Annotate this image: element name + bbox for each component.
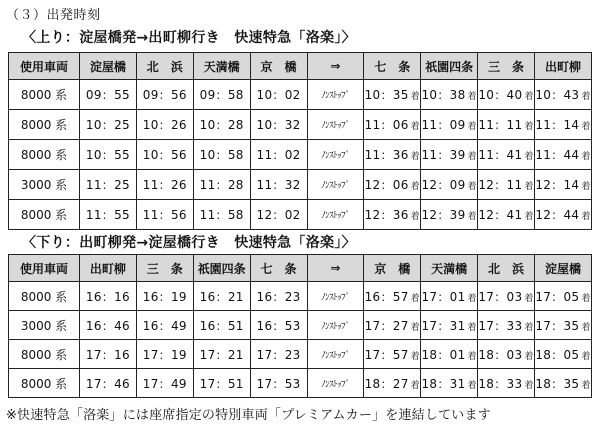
time-value: 17：35 <box>535 318 580 333</box>
nonstop-label: ﾉﾝｽﾄｯﾌﾟ <box>321 292 350 303</box>
time-value: 12：36 <box>364 208 409 222</box>
time-value: 12：14 <box>535 178 580 192</box>
time-cell <box>364 140 421 170</box>
car-type-header: 使用車両 <box>9 255 80 282</box>
nonstop-cell <box>307 200 364 230</box>
time-cell <box>193 80 250 110</box>
time-cell <box>535 170 592 200</box>
arrival-mark: 着 <box>467 92 477 102</box>
arrival-mark: 着 <box>524 322 534 333</box>
time-value: 10：26 <box>142 118 187 132</box>
car-type-value: 8000 系 <box>20 88 68 102</box>
time-cell <box>421 369 478 398</box>
car-type-value: 8000 系 <box>20 376 68 391</box>
time-cell <box>250 311 307 340</box>
nonstop-label: ﾉﾝｽﾄｯﾌﾟ <box>321 350 350 361</box>
time-cell <box>421 282 478 311</box>
car-type-cell <box>9 311 80 340</box>
time-value: 18：27 <box>364 376 409 391</box>
arrival-mark: 着 <box>581 122 591 132</box>
time-cell <box>421 170 478 200</box>
time-cell <box>364 110 421 140</box>
car-type-header: 使用車両 <box>9 53 80 80</box>
nonstop-label: ﾉﾝｽﾄｯﾌﾟ <box>321 151 350 161</box>
time-value: 12：44 <box>535 208 580 222</box>
time-value: 11：55 <box>85 208 130 222</box>
time-value: 12：09 <box>421 178 466 192</box>
time-cell <box>136 110 193 140</box>
time-cell <box>136 340 193 369</box>
arrival-mark: 着 <box>524 92 534 102</box>
time-value: 16：16 <box>85 289 130 304</box>
time-value: 17：49 <box>142 376 187 391</box>
time-cell <box>364 340 421 369</box>
time-cell <box>478 110 535 140</box>
time-cell <box>136 80 193 110</box>
station-header: 北 浜 <box>478 255 535 282</box>
car-type-cell <box>9 282 80 311</box>
time-value: 16：53 <box>256 318 301 333</box>
station-header: 京 橋 <box>364 255 421 282</box>
time-cell <box>136 282 193 311</box>
time-value: 09：55 <box>85 88 130 102</box>
time-value: 18：31 <box>421 376 466 391</box>
car-type-cell <box>9 170 80 200</box>
arrival-mark: 着 <box>524 182 534 192</box>
time-value: 11：44 <box>535 148 580 162</box>
time-cell <box>364 200 421 230</box>
time-value: 16：19 <box>142 289 187 304</box>
time-cell <box>421 311 478 340</box>
station-header: 京 橋 <box>250 53 307 80</box>
time-cell <box>478 170 535 200</box>
time-cell <box>80 369 137 398</box>
time-value: 10：28 <box>199 118 244 132</box>
arrival-mark: 着 <box>467 293 477 304</box>
time-value: 11：06 <box>364 118 409 132</box>
time-value: 17：57 <box>364 347 409 362</box>
station-header: 祇園四条 <box>193 255 250 282</box>
time-cell <box>193 282 250 311</box>
time-cell <box>535 140 592 170</box>
arrival-mark: 着 <box>524 380 534 391</box>
time-cell <box>193 369 250 398</box>
time-cell <box>535 340 592 369</box>
time-value: 11：26 <box>142 178 187 192</box>
nonstop-cell <box>307 140 364 170</box>
nonstop-label: ﾉﾝｽﾄｯﾌﾟ <box>321 211 350 221</box>
arrival-mark: 着 <box>467 122 477 132</box>
arrival-mark: 着 <box>410 212 420 222</box>
time-value: 10：35 <box>364 88 409 102</box>
time-cell <box>80 311 137 340</box>
arrival-mark: 着 <box>524 212 534 222</box>
time-value: 17：51 <box>199 376 244 391</box>
arrival-mark: 着 <box>581 293 591 304</box>
time-cell <box>80 340 137 369</box>
arrival-mark: 着 <box>410 380 420 391</box>
station-header: 七 条 <box>250 255 307 282</box>
nonstop-cell <box>307 110 364 140</box>
up-direction-title: 〈上り：淀屋橋発→出町柳行き 快速特急「洛楽」〉 <box>22 30 356 46</box>
station-header: 出町柳 <box>535 53 592 80</box>
time-cell <box>535 200 592 230</box>
time-value: 09：58 <box>199 88 244 102</box>
time-cell <box>80 282 137 311</box>
car-type-value: 8000 系 <box>20 208 68 222</box>
time-cell <box>478 200 535 230</box>
time-cell <box>193 170 250 200</box>
time-value: 12：41 <box>478 208 523 222</box>
arrival-mark: 着 <box>524 293 534 304</box>
car-type-value: 8000 系 <box>20 118 68 132</box>
time-value: 12：39 <box>421 208 466 222</box>
time-value: 17：21 <box>199 347 244 362</box>
arrival-mark: 着 <box>524 351 534 362</box>
time-value: 17：01 <box>421 289 466 304</box>
nonstop-arrow-header: ⇒ <box>307 255 364 282</box>
time-value: 10：02 <box>256 88 301 102</box>
time-value: 10：25 <box>85 118 130 132</box>
car-type-cell <box>9 140 80 170</box>
car-type-cell <box>9 340 80 369</box>
arrival-mark: 着 <box>410 293 420 304</box>
time-cell <box>250 110 307 140</box>
nonstop-label: ﾉﾝｽﾄｯﾌﾟ <box>321 321 350 332</box>
time-value: 17：19 <box>142 347 187 362</box>
car-type-value: 3000 系 <box>20 178 68 192</box>
time-cell <box>421 140 478 170</box>
station-header: 祇園四条 <box>421 53 478 80</box>
time-value: 10：32 <box>256 118 301 132</box>
time-cell <box>250 200 307 230</box>
time-value: 10：58 <box>199 148 244 162</box>
station-header: 天満橋 <box>421 255 478 282</box>
time-value: 11：39 <box>421 148 466 162</box>
time-value: 11：11 <box>478 118 523 132</box>
time-cell <box>250 140 307 170</box>
station-header: 天満橋 <box>193 53 250 80</box>
arrival-mark: 着 <box>524 122 534 132</box>
time-cell <box>80 80 137 110</box>
time-cell <box>136 170 193 200</box>
time-cell <box>80 140 137 170</box>
time-value: 17：31 <box>421 318 466 333</box>
time-value: 11：41 <box>478 148 523 162</box>
time-cell <box>478 340 535 369</box>
car-type-value: 8000 系 <box>20 289 68 304</box>
time-cell <box>80 170 137 200</box>
table-row <box>9 140 592 170</box>
time-value: 11：56 <box>142 208 187 222</box>
time-cell <box>535 110 592 140</box>
car-type-value: 3000 系 <box>20 318 68 333</box>
time-value: 17：03 <box>478 289 523 304</box>
table-row <box>9 369 592 398</box>
time-value: 17：05 <box>535 289 580 304</box>
time-cell <box>136 311 193 340</box>
header-row <box>9 255 592 282</box>
section-title: （３）出発時刻 <box>6 8 101 23</box>
time-value: 18：33 <box>478 376 523 391</box>
nonstop-label: ﾉﾝｽﾄｯﾌﾟ <box>321 181 350 191</box>
time-cell <box>421 80 478 110</box>
nonstop-label: ﾉﾝｽﾄｯﾌﾟ <box>321 91 350 101</box>
car-type-value: 8000 系 <box>20 347 68 362</box>
nonstop-label: ﾉﾝｽﾄｯﾌﾟ <box>321 379 350 390</box>
time-cell <box>136 200 193 230</box>
time-value: 10：56 <box>142 148 187 162</box>
station-header: 北 浜 <box>136 53 193 80</box>
time-value: 16：23 <box>256 289 301 304</box>
time-value: 17：46 <box>85 376 130 391</box>
header-row <box>9 53 592 80</box>
arrival-mark: 着 <box>524 152 534 162</box>
table-row <box>9 340 592 369</box>
time-cell <box>80 200 137 230</box>
arrival-mark: 着 <box>581 152 591 162</box>
time-value: 16：49 <box>142 318 187 333</box>
time-cell <box>421 340 478 369</box>
station-header: 三 条 <box>478 53 535 80</box>
arrival-mark: 着 <box>581 92 591 102</box>
time-value: 17：53 <box>256 376 301 391</box>
arrival-mark: 着 <box>410 92 420 102</box>
nonstop-arrow-header: ⇒ <box>307 53 364 80</box>
time-cell <box>193 340 250 369</box>
arrival-mark: 着 <box>467 351 477 362</box>
time-cell <box>250 170 307 200</box>
time-cell <box>535 80 592 110</box>
down-direction-title: 〈下り：出町柳発→淀屋橋行き 快速特急「洛楽」〉 <box>22 235 356 251</box>
time-cell <box>535 282 592 311</box>
time-value: 16：51 <box>199 318 244 333</box>
car-type-cell <box>9 200 80 230</box>
time-value: 17：33 <box>478 318 523 333</box>
nonstop-cell <box>307 282 364 311</box>
time-cell <box>80 110 137 140</box>
time-cell <box>136 140 193 170</box>
down-timetable <box>8 254 592 398</box>
table-row <box>9 110 592 140</box>
arrival-mark: 着 <box>410 351 420 362</box>
arrival-mark: 着 <box>467 212 477 222</box>
arrival-mark: 着 <box>467 152 477 162</box>
time-value: 11：32 <box>256 178 301 192</box>
time-cell <box>250 340 307 369</box>
time-cell <box>478 140 535 170</box>
time-value: 17：27 <box>364 318 409 333</box>
time-cell <box>364 369 421 398</box>
time-cell <box>364 170 421 200</box>
arrival-mark: 着 <box>410 322 420 333</box>
time-value: 16：21 <box>199 289 244 304</box>
station-header: 三 条 <box>136 255 193 282</box>
car-type-cell <box>9 110 80 140</box>
arrival-mark: 着 <box>581 351 591 362</box>
time-value: 16：46 <box>85 318 130 333</box>
time-value: 12：06 <box>364 178 409 192</box>
arrival-mark: 着 <box>581 380 591 391</box>
nonstop-cell <box>307 311 364 340</box>
time-cell <box>193 140 250 170</box>
arrival-mark: 着 <box>467 322 477 333</box>
time-cell <box>364 311 421 340</box>
time-value: 11：25 <box>85 178 130 192</box>
time-value: 10：40 <box>478 88 523 102</box>
arrival-mark: 着 <box>467 182 477 192</box>
time-value: 18：03 <box>478 347 523 362</box>
time-cell <box>364 80 421 110</box>
time-value: 11：09 <box>421 118 466 132</box>
nonstop-cell <box>307 170 364 200</box>
car-type-cell <box>9 80 80 110</box>
time-value: 12：02 <box>256 208 301 222</box>
time-cell <box>535 369 592 398</box>
time-value: 17：23 <box>256 347 301 362</box>
table-row <box>9 311 592 340</box>
table-row <box>9 80 592 110</box>
time-cell <box>136 369 193 398</box>
time-cell <box>250 282 307 311</box>
arrival-mark: 着 <box>410 122 420 132</box>
time-value: 11：58 <box>199 208 244 222</box>
arrival-mark: 着 <box>467 380 477 391</box>
time-cell <box>421 200 478 230</box>
table-row <box>9 170 592 200</box>
time-value: 11：02 <box>256 148 301 162</box>
time-cell <box>535 311 592 340</box>
station-header: 淀屋橋 <box>535 255 592 282</box>
time-value: 16：57 <box>364 289 409 304</box>
time-value: 17：16 <box>85 347 130 362</box>
nonstop-cell <box>307 80 364 110</box>
time-value: 18：35 <box>535 376 580 391</box>
station-header: 淀屋橋 <box>80 53 137 80</box>
table-row <box>9 282 592 311</box>
premium-car-note: ※快速特急「洛楽」には座席指定の特別車両「プレミアムカー」を連結しています <box>6 408 491 423</box>
up-timetable <box>8 52 592 230</box>
station-header: 出町柳 <box>80 255 137 282</box>
nonstop-label: ﾉﾝｽﾄｯﾌﾟ <box>321 121 350 131</box>
arrival-mark: 着 <box>581 212 591 222</box>
time-value: 10：55 <box>85 148 130 162</box>
time-cell <box>478 80 535 110</box>
time-value: 11：36 <box>364 148 409 162</box>
time-cell <box>193 311 250 340</box>
time-cell <box>250 80 307 110</box>
arrival-mark: 着 <box>410 182 420 192</box>
time-value: 18：01 <box>421 347 466 362</box>
time-cell <box>478 282 535 311</box>
time-value: 18：05 <box>535 347 580 362</box>
arrival-mark: 着 <box>410 152 420 162</box>
table-row <box>9 200 592 230</box>
arrival-mark: 着 <box>581 182 591 192</box>
time-value: 12：11 <box>478 178 523 192</box>
car-type-cell <box>9 369 80 398</box>
time-value: 10：43 <box>535 88 580 102</box>
time-value: 11：14 <box>535 118 580 132</box>
time-cell <box>364 282 421 311</box>
nonstop-cell <box>307 340 364 369</box>
time-cell <box>478 311 535 340</box>
station-header: 七 条 <box>364 53 421 80</box>
time-value: 10：38 <box>421 88 466 102</box>
time-cell <box>478 369 535 398</box>
time-cell <box>193 110 250 140</box>
arrival-mark: 着 <box>581 322 591 333</box>
time-cell <box>421 110 478 140</box>
nonstop-cell <box>307 369 364 398</box>
car-type-value: 8000 系 <box>20 148 68 162</box>
time-value: 11：28 <box>199 178 244 192</box>
time-cell <box>193 200 250 230</box>
time-cell <box>250 369 307 398</box>
time-value: 09：56 <box>142 88 187 102</box>
